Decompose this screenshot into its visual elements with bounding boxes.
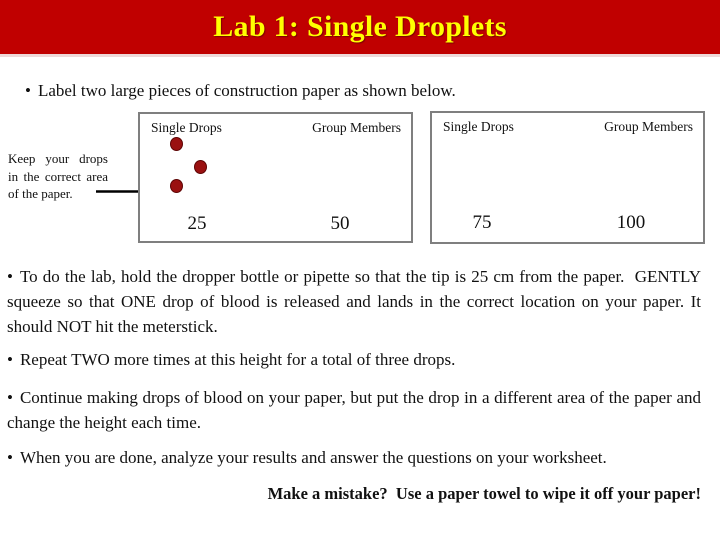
height-value-100: 100 [616,212,646,233]
bullet-paragraph: • Repeat TWO more times at this height for a total of three drops. [7,350,456,369]
bullet-glyph: • [7,350,13,369]
footer-note: Make a mistake? Use a paper towel to wipe it off your paper! [267,484,701,503]
bullet-paragraph: • When you are done, analyze your results and answer the questions on your worksheet. [7,448,607,467]
bullet-glyph: • [7,388,13,407]
height-value-25: 25 [187,213,207,234]
paper-header-single-drops: Single Drops [151,120,222,135]
callout-line: in the correct area [8,168,108,184]
paper-header-group-members: Group Members [604,119,693,134]
callout-note [8,150,108,203]
construction-paper-1 [138,112,413,243]
bullet-glyph: • [7,448,13,467]
callout-line: of the paper. [8,186,73,201]
intro-bullet: • Label two large pieces of construction paper as shown below. [25,81,456,100]
height-value-75: 75 [472,212,492,233]
bullet-glyph: • [25,81,31,100]
bullet-glyph: • [7,267,13,286]
body-text [0,246,720,470]
diagram [0,101,720,246]
page-title: Lab 1: Single Droplets [213,10,507,43]
blood-drop-icon [170,137,183,151]
blood-drop-icon [194,160,207,174]
height-value-50: 50 [330,213,350,234]
blood-drop-icon [170,179,183,193]
title-bar [0,0,720,57]
construction-paper-2 [430,111,705,244]
bullet-paragraph: • To do the lab, hold the dropper bottle or pipette so that the tip is 25 cm from the paper. GENTLY squeeze so that ONE drop of blood is released and lands in the correct location on your paper. It should NOT hit the meterstick. [7,267,706,336]
paper-header-single-drops: Single Drops [443,119,514,134]
callout-line: Keep your drops [8,151,108,166]
bullet-paragraph: • Continue making drops of blood on your paper, but put the drop in a different area of the paper and change the height each time. [7,388,706,432]
paper-header-group-members: Group Members [312,120,401,135]
